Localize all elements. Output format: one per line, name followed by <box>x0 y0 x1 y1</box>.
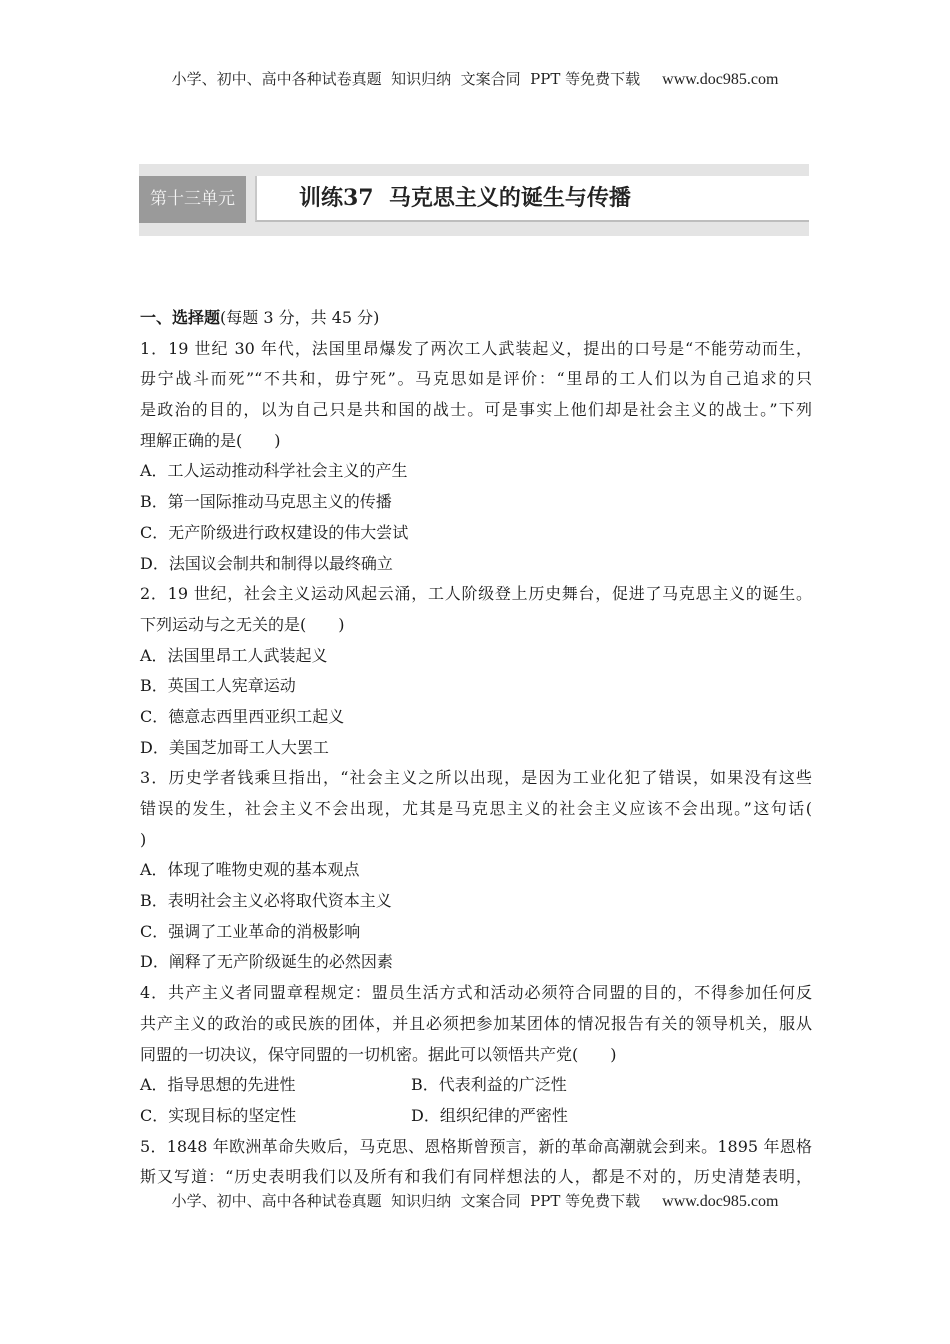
section-title-note: (每题 3 分，共 45 分) <box>220 308 380 327</box>
question-2-line: 下列运动与之无关的是( ) <box>140 614 345 634</box>
question-4-line: 共产主义的政治的或民族的团体，并且必须把参加某团体的情况报告有关的领导机关，服从 <box>140 1013 812 1033</box>
question-3-line: ) <box>140 829 147 849</box>
question-1-option-d: D．法国议会制共和制得以最终确立 <box>140 553 393 573</box>
header-site-link[interactable]: www.doc985.com <box>662 71 779 88</box>
question-3-option-a: A．体现了唯物史观的基本观点 <box>140 860 360 880</box>
question-1-line: 1．19 世纪 30 年代，法国里昂爆发了两次工人武装起义，提出的口号是“不能劳动而生， <box>140 338 812 358</box>
question-5-line: 5．1848 年欧洲革命失败后，马克思、恩格斯曾预言，新的革命高潮就会到来。1895 年恩格 <box>140 1136 812 1156</box>
question-1-option-c: C．无产阶级进行政权建设的伟大尝试 <box>140 522 409 542</box>
header-text: 小学、初中、高中各种试卷真题 知识归纳 文案合同 PPT 等免费下载 <box>171 70 641 88</box>
document-body <box>140 303 812 1193</box>
question-2-line: 2．19 世纪，社会主义运动风起云涌，工人阶级登上历史舞台，促进了马克思主义的诞生。 <box>140 584 812 604</box>
question-1-option-b: B．第一国际推动马克思主义的传播 <box>140 492 392 512</box>
question-4-options-row <box>140 1101 812 1132</box>
title-box <box>255 176 809 222</box>
question-1-line: 是政治的目的，以为自己只是共和国的战士。可是事实上他们却是社会主义的战士。”下列 <box>140 400 812 420</box>
question-4-option-a: A．指导思想的先进性 <box>140 1075 296 1095</box>
footer-site-link[interactable]: www.doc985.com <box>662 1193 779 1210</box>
question-2-option-b: B．英国工人宪章运动 <box>140 676 296 696</box>
question-2-option-c: C．德意志西里西亚织工起义 <box>140 706 345 726</box>
question-2-option-d: D．美国芝加哥工人大罢工 <box>140 737 329 757</box>
question-3-option-b: B．表明社会主义必将取代资本主义 <box>140 891 392 911</box>
section-title <box>140 303 812 334</box>
question-4-options-row <box>140 1070 812 1101</box>
question-3-option-c: C．强调了工业革命的消极影响 <box>140 921 361 941</box>
unit-label: 第十三单元 <box>139 176 246 223</box>
question-1-option-a: A．工人运动推动科学社会主义的产生 <box>140 461 408 481</box>
question-5-line: 斯又写道：“历史表明我们以及所有和我们有同样想法的人，都是不对的，历史清楚表明， <box>140 1167 812 1187</box>
section-title-main: 一、选择题 <box>140 308 221 327</box>
question-4-option-b: B．代表利益的广泛性 <box>411 1075 567 1095</box>
question-4-option-c: C．实现目标的坚定性 <box>140 1105 297 1125</box>
question-1-line: 毋宁战斗而死”“不共和，毋宁死”。马克思如是评价：“里昂的工人们以为自己追求的只 <box>140 369 812 389</box>
footer-text: 小学、初中、高中各种试卷真题 知识归纳 文案合同 PPT 等免费下载 <box>171 1192 641 1210</box>
page-header <box>0 69 950 90</box>
question-4-line: 同盟的一切决议，保守同盟的一切机密。据此可以领悟共产党( ) <box>140 1044 617 1064</box>
page-footer <box>0 1191 950 1212</box>
question-4-option-d: D．组织纪律的严密性 <box>411 1105 568 1125</box>
page-title: 训练37 马克思主义的诞生与传播 <box>299 185 631 211</box>
question-4-line: 4．共产主义者同盟章程规定：盟员生活方式和活动必须符合同盟的目的，不得参加任何反 <box>140 983 812 1003</box>
question-3-line: 3．历史学者钱乘旦指出，“社会主义之所以出现，是因为工业化犯了错误，如果没有这些 <box>140 768 812 788</box>
question-2-option-a: A．法国里昂工人武装起义 <box>140 645 328 665</box>
unit-banner <box>139 164 809 236</box>
question-1-line: 理解正确的是( ) <box>140 430 281 450</box>
question-3-line: 错误的发生，社会主义不会出现，尤其是马克思主义的社会主义应该不会出现。”这句话( <box>140 799 812 818</box>
question-3-option-d: D．阐释了无产阶级诞生的必然因素 <box>140 952 393 972</box>
